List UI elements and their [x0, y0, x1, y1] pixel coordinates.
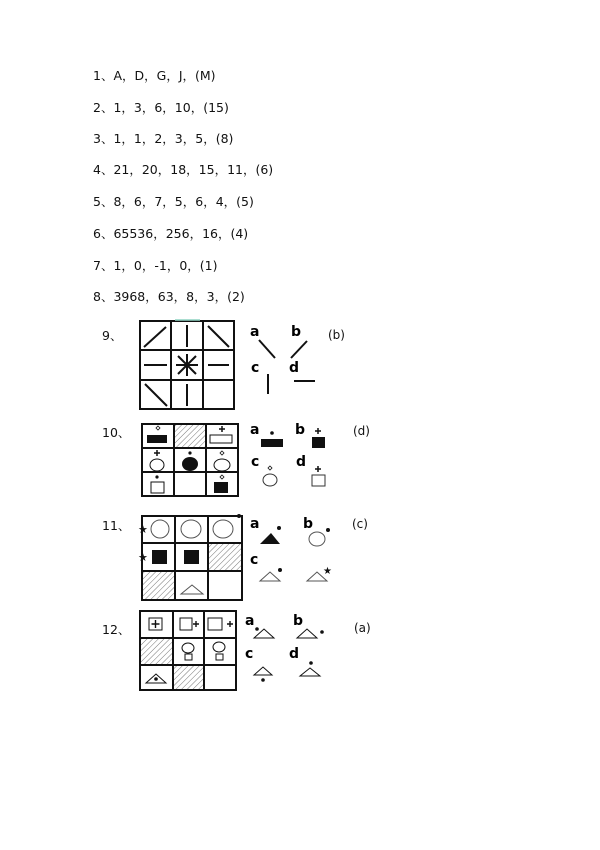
option-b-figure — [312, 437, 325, 448]
option-c-label: c — [251, 360, 260, 376]
svg-text:★: ★ — [138, 551, 148, 564]
option-b-figure — [297, 629, 317, 638]
option-d-label: d — [289, 646, 300, 662]
puzzle-10-grid — [140, 421, 240, 499]
option-a-figure — [260, 533, 280, 544]
sequence-line-4: 4、21，20，18，15，11，(6) — [93, 162, 274, 177]
option-c-figure — [254, 667, 272, 675]
sequence-line-1: 1、A，D，G，J，(M) — [93, 68, 216, 83]
svg-text:★: ★ — [138, 523, 148, 536]
option-d-label: d — [289, 360, 300, 376]
option-d-figure — [312, 475, 325, 486]
option-b-label: b — [303, 516, 314, 532]
puzzle-9-answer: (b) — [328, 328, 345, 342]
sequence-line-8: 8、3968，63，8，3，(2) — [93, 289, 245, 304]
puzzle-12-number: 12、 — [102, 622, 131, 637]
puzzle-9-grid — [138, 318, 238, 412]
option-b-figure — [291, 341, 307, 358]
puzzle-12-options — [245, 612, 335, 684]
option-a-label: a — [250, 516, 260, 532]
option-d-figure — [300, 668, 320, 676]
puzzle-11-number: 11、 — [102, 518, 131, 533]
option-a-label: a — [245, 613, 255, 629]
puzzle-11-options — [245, 514, 340, 590]
puzzle-12-answer: (a) — [354, 621, 371, 635]
sequence-line-7: 7、1，0，-1，0，(1) — [93, 258, 218, 273]
svg-text:★: ★ — [323, 566, 332, 577]
sequence-line-5: 5、8，6，7，5，6，4，(5) — [93, 194, 254, 209]
puzzle-10-number: 10、 — [102, 425, 131, 440]
option-c-figure — [260, 572, 280, 581]
puzzle-9-number: 9、 — [102, 328, 123, 343]
option-c-label: c — [250, 552, 259, 568]
option-c-label: c — [245, 646, 254, 662]
puzzle-9-options — [245, 322, 325, 400]
option-d-label: d — [296, 454, 307, 470]
sequence-line-2: 2、1，3，6，10，(15) — [93, 100, 229, 115]
option-b-label: b — [293, 613, 304, 629]
sequence-line-6: 6、65536，256，16，(4) — [93, 226, 249, 241]
option-c-label: c — [251, 454, 260, 470]
option-a-figure — [259, 340, 275, 358]
option-a-label: a — [250, 324, 260, 340]
option-a-figure — [261, 439, 283, 447]
puzzle-10-answer: (d) — [353, 424, 370, 438]
option-b-figure — [309, 532, 325, 546]
option-b-label: b — [291, 324, 302, 340]
puzzle-12-grid — [138, 608, 238, 692]
puzzle-11-answer: (c) — [352, 517, 368, 531]
puzzle-10-options — [245, 420, 335, 492]
option-b-label: b — [295, 422, 306, 438]
option-a-label: a — [250, 422, 260, 438]
puzzle-11-grid — [136, 512, 248, 604]
option-c-figure — [263, 474, 277, 486]
sequence-line-3: 3、1，1，2，3，5，(8) — [93, 131, 234, 146]
